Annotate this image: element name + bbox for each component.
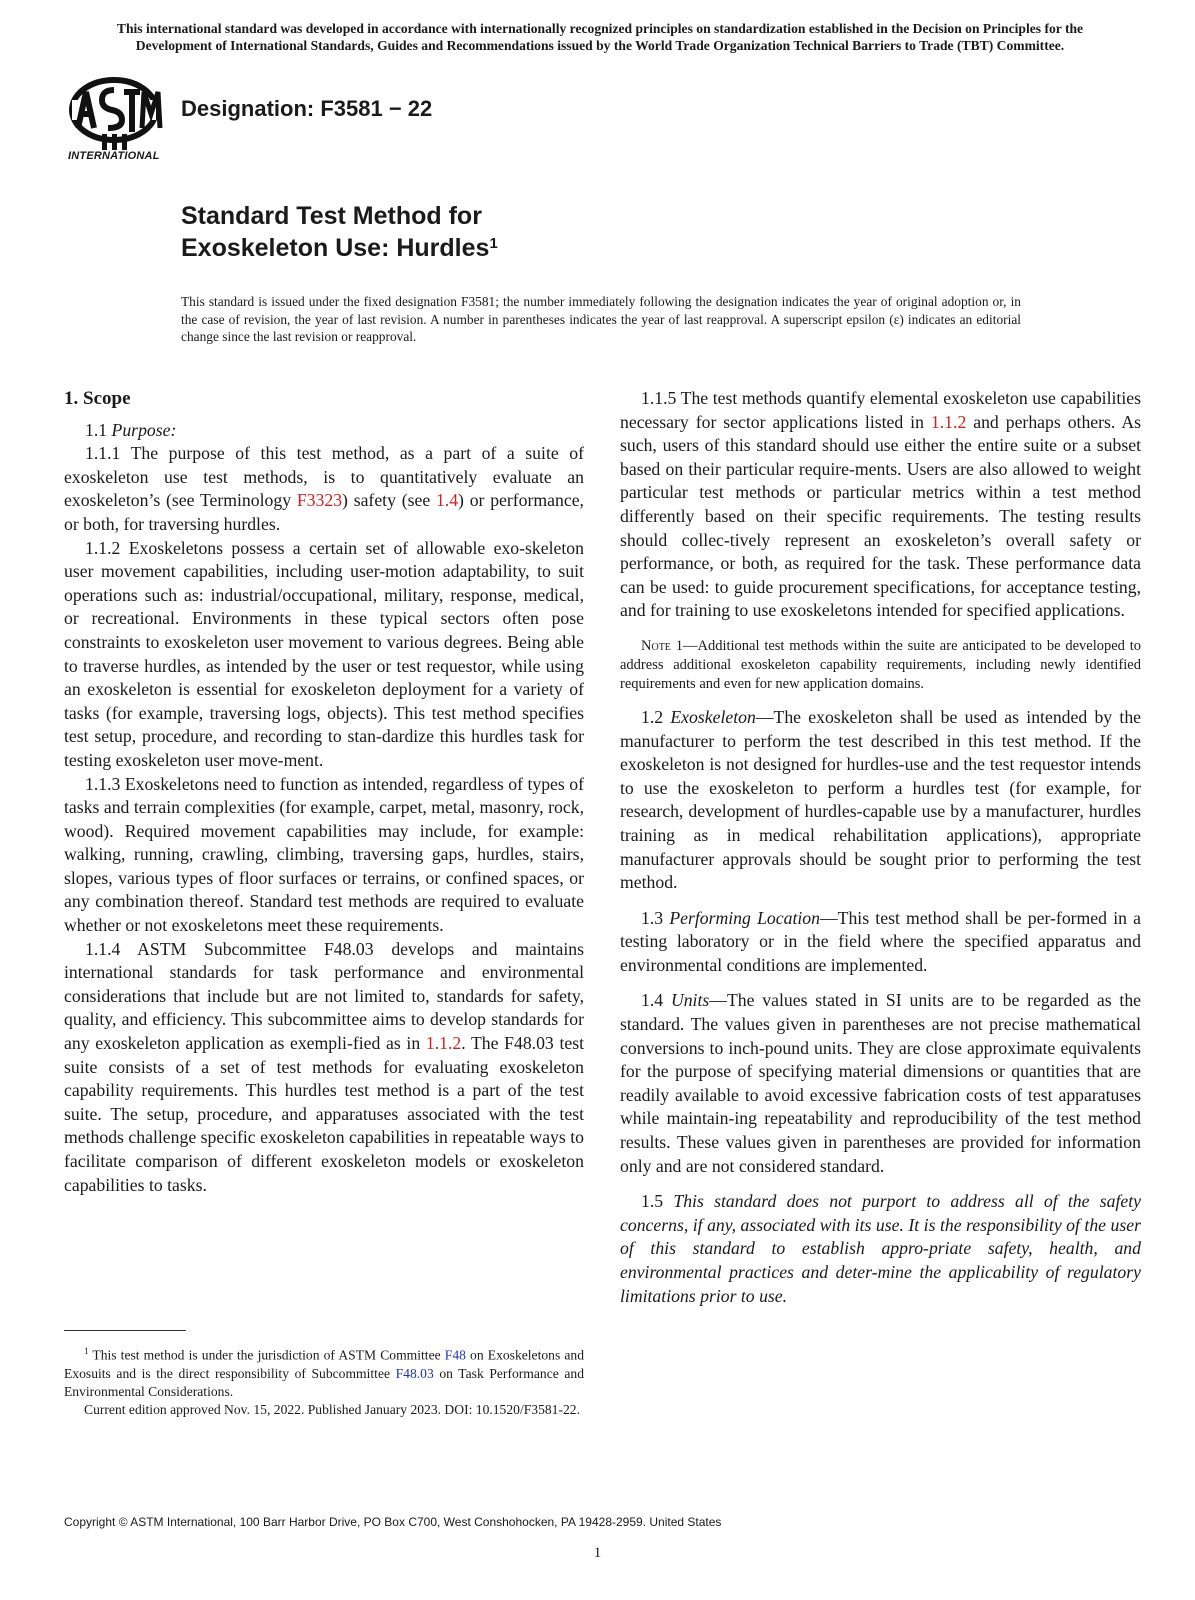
copyright: Copyright © ASTM International, 100 Barr Harbor Drive, PO Box C700, West Conshohocken, PA 19428-2959. United States [64,1515,722,1529]
para-1-1-4-text-b: . The F48.03 test suite consists of a set of test methods for evaluating exoskeleton capability requirements. This hurdles test method is a part of the test suite. The setup, procedure, and apparatuses associated with the test methods challenge specific exoskeleton capabilities in repeatable ways to facilitate comparison of different exoskeleton models or exoskeleton capabilities to tasks. [64,1033,585,1195]
footnote-divider [64,1330,186,1331]
footnote-text-c: on Task Performance and Environmental Considerations. [64,1365,584,1399]
title-line-1: Standard Test Method for [181,202,482,230]
para-1-1-3: 1.1.3 Exoskeletons need to function as intended, regardless of types of tasks and terrain complexities (for example, carpet, metal, masonry, rock, wood). Required movement capabilities may include, for example: walking, running, crawling, climbing, traversing gaps, hurdles, stairs, slopes, various types of floor surfaces or terrains, or confined spaces, or any combination thereof. Standard test methods are required to evaluate whether or not exoskeletons meet these requirements. [64,773,584,936]
note-1 [620,637,1141,694]
para-1-3-label: Performing Location [669,907,820,928]
para-1-1 [64,419,584,443]
logo-subtitle: INTERNATIONAL [68,150,160,162]
para-1-1-4-text-a: 1.1.4 ASTM Subcommittee F48.03 develops and maintains international standards for task performance and environmental considerations that include but are not limited to, standards for safety, quality, and efficiency. This subcommittee aims to develop standards for any exoskeleton application as exempli-fied as in [64,938,584,1054]
footnote-text-a: This test method is under the jurisdiction of ASTM Committee [92,1347,445,1363]
footnote [64,1342,584,1419]
wto-line-1: This international standard was developed in accordance with internationally recognized principles on standardization established in the Decision on Principles for the [116,21,1084,36]
para-1-1-1-text-b: ) safety (see [342,490,436,511]
right-column [620,387,1141,1308]
link-1-1-2-right[interactable]: 1.1.2 [930,411,967,432]
title-footnote-ref[interactable]: 1 [489,235,498,252]
para-1-1-2: 1.1.2 Exoskeletons possess a certain set of allowable exo-skeleton user movement capabilities, including user-motion adaptability, to suit operations such as: industrial/occupational, military, response, medical, or recreational. Environments in these typical sectors often pose constraints to exoskeleton user movement to various degrees. Being able to traverse hurdles, as intended by the user or test requestor, while using an exoskeleton is essential for exoskeleton deployment for a variety of tasks (for example, traversing logs, objects). This test method specifies test setup, procedure, and recording to stan-dardize this hurdles task for testing exoskeleton user move-ment. [64,537,584,770]
para-1-1-5-text-a: 1.1.5 The test methods quantify elemental exoskeleton use capabilities necessary for sector applications listed in [620,388,1141,432]
link-1-4[interactable]: 1.4 [435,490,459,511]
para-1-3-text: —This test method shall be per-formed in a testing laboratory or in the field where the specified apparatus and environmental conditions are implemented. [620,907,1142,975]
para-1-1-5 [620,387,1141,623]
para-1-2-num: 1.2 [641,706,664,727]
para-1-2 [620,706,1141,895]
para-1-1-label: Purpose: [111,419,177,440]
para-1-1-4 [64,938,584,1198]
link-1-1-2[interactable]: 1.1.2 [425,1033,462,1054]
link-f48[interactable]: F48 [444,1347,466,1363]
title-line-2-text: Exoskeleton Use: Hurdles [181,234,490,262]
link-f3323[interactable]: F3323 [296,490,343,511]
note-1-text: —Additional test methods within the suite are anticipated to be developed to address additional exoskeleton capability requirements, including newly identified requirements and even for new application domains. [620,637,1141,692]
para-1-2-text: —The exoskeleton shall be used as intended by the manufacturer to perform the test described in this test method. If the exoskeleton is not designed for hurdles-use and the test requestor intends to use the exoskeleton to perform a hurdles test (for example, for research, development of hurdles-capable use by a manufacturer, hurdles training as in medical rehabilitation applications), appropriate manufacturer approvals should be sought prior to performing the test method. [620,706,1142,893]
footnote-text-b: on Exoskeletons and Exosuits and is the direct responsibility of Subcommittee [64,1347,585,1381]
issuance-note: This standard is issued under the fixed designation F3581; the number immediately following the designation indicates the year of original adoption or, in the case of revision, the year of last revision. A number in parentheses indicates the year of last reapproval. A superscript epsilon (ε) indicates an editorial change since the last revision or reapproval. [181,294,1021,344]
para-1-1-1-text-a: 1.1.1 The purpose of this test method, as a part of a suite of exoskeleton use test methods, is to quantitatively evaluate an exoskeleton’s (see Terminology [64,443,584,511]
para-1-2-label: Exoskeleton [670,706,756,727]
note-1-label: Note 1 [641,637,683,654]
footnote-jurisdiction [64,1342,584,1401]
footnote-marker: 1 [84,1346,89,1356]
title-line-2 [181,232,498,264]
para-1-1-1 [64,442,584,536]
para-1-5-text: This standard does not purport to address all of the safety concerns, if any, associated with its use. It is the responsibility of the user of this standard to establish appro-priate safety, health, and environmental practices and deter-mine the applicability of regulatory limitations prior to use. [620,1191,1142,1306]
para-1-3 [620,907,1141,978]
document-title [181,200,498,264]
para-1-1-num: 1.1 [85,419,108,440]
footnote-edition: Current edition approved Nov. 15, 2022. Published January 2023. DOI: 10.1520/F3581-22. [84,1401,580,1417]
scope-heading: 1. Scope [64,388,131,409]
para-1-4-label: Units [670,990,710,1011]
para-1-5-num: 1.5 [641,1191,664,1212]
para-1-1-5-text-b: and perhaps others. As such, users of this standard should use either the entire suite or a subset based on their particular require-ments. Users are also allowed to weight particular test methods or particular metrics within a test method differently based on their specific requirements. The testing results should collec-tively represent an exoskeleton’s overall safety or performance, or both, as required for the task. These performance data can be used: to guide procurement specifications, for acceptance testing, and for training to use exoskeletons intended for specified applications. [620,411,1141,621]
para-1-5 [620,1190,1141,1308]
wto-line-2: Development of International Standards, Guides and Recommendations issued by the World Trade Organization Technical Barriers to Trade (TBT) Committee. [135,38,1065,53]
para-1-4 [620,989,1141,1178]
link-f48-03[interactable]: F48.03 [395,1365,434,1381]
left-column [64,387,584,1197]
para-1-1-1-text-c: ) or performance, or both, for traversing hurdles. [64,490,584,534]
page-number: 1 [593,1545,602,1561]
designation: Designation: F3581 − 22 [181,96,433,121]
para-1-4-text: —The values stated in SI units are to be regarded as the standard. The values given in parentheses are not precise mathematical conversions to inch-pound units. They are close approximate equivalents for the purpose of specifying material dimensions or quantities that are readily available to avoid excessive fabrication costs of test apparatuses while maintain-ing repeatability and reproducibility of the test method results. These values given in parentheses are provided for information only and are not considered standard. [620,990,1142,1176]
wto-statement [60,20,1140,54]
para-1-3-num: 1.3 [641,907,664,928]
para-1-4-num: 1.4 [641,990,664,1011]
